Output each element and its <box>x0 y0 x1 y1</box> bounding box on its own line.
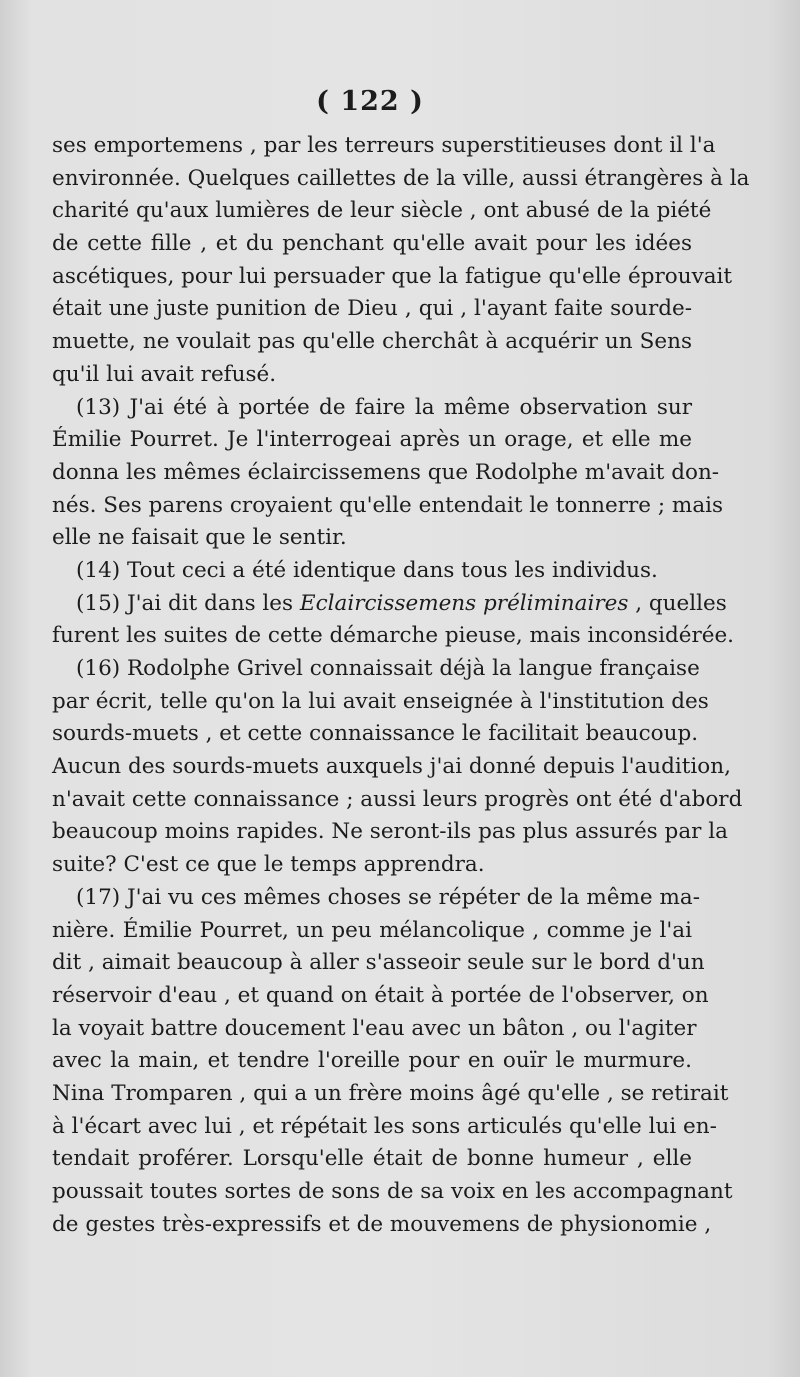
italic-title: Eclaircissemens préliminaires <box>299 590 629 616</box>
text-line: elle ne faisait que le sentir. <box>52 525 347 551</box>
text-line: furent les suites de cette démarche pieuse, mais inconsidérée. <box>52 623 735 649</box>
text-line: ses emportemens , par les terreurs superstitieuses dont il l'a <box>52 133 716 158</box>
text-line: par écrit, telle qu'on la lui avait enseignée à l'institution des <box>52 688 709 714</box>
text-line: donna les mêmes éclaircissemens que Rodolphe m'avait don- <box>52 459 720 485</box>
text-line <box>52 588 727 621</box>
text-line: environnée. Quelques caillettes de la ville, aussi étrangères à la <box>52 165 750 191</box>
text-line: n'avait cette connaissance ; aussi leurs progrès ont été d'abord <box>52 786 743 812</box>
text-line: (14) Tout ceci a été identique dans tous les individus. <box>76 557 658 583</box>
text-line: ascétiques, pour lui persuader que la fatigue qu'elle éprouvait <box>52 263 733 289</box>
text-line: poussait toutes sortes de sons de sa voix en les accompagnant <box>52 1179 733 1204</box>
text-line: avec la main, et tendre l'oreille pour en ouïr le murmure. <box>52 1048 692 1074</box>
text-line: charité qu'aux lumières de leur siècle , ont abusé de la piété <box>52 198 712 224</box>
text-line: sourds-muets , et cette connaissance le facilitait beaucoup. <box>52 721 699 747</box>
text-line: réservoir d'eau , et quand on était à portée de l'observer, on <box>52 982 709 1008</box>
text-line: était une juste punition de Dieu , qui , l'ayant faite sourde- <box>52 296 692 322</box>
text-line: (13) J'ai été à portée de faire la même observation sur <box>76 394 692 420</box>
text-line: la voyait battre doucement l'eau avec un bâton , ou l'agiter <box>52 1015 697 1041</box>
text-line: tendait proférer. Lorsqu'elle était de bonne humeur , elle <box>52 1146 692 1172</box>
body-text <box>52 130 750 1241</box>
text-line: Nina Tromparen , qui a un frère moins âgé qu'elle , se retirait <box>52 1080 729 1106</box>
text-line: muette, ne voulait pas qu'elle cherchât à acquérir un Sens <box>52 329 692 355</box>
page-number: ( 122 ) <box>316 86 424 117</box>
text-line: dit , aimait beaucoup à aller s'asseoir seule sur le bord d'un <box>52 950 705 976</box>
text-line: de cette fille , et du penchant qu'elle avait pour les idées <box>52 231 692 257</box>
text-line-part: (15) J'ai dit dans les <box>76 590 300 616</box>
text-line: de gestes très-expressifs et de mouvemens de physionomie , <box>52 1211 712 1237</box>
text-line: (17) J'ai vu ces mêmes choses se répéter de la même ma- <box>76 884 700 910</box>
text-line: Aucun des sourds-muets auxquels j'ai donné depuis l'audition, <box>52 754 731 780</box>
text-line: (16) Rodolphe Grivel connaissait déjà la langue française <box>76 656 700 681</box>
text-line: qu'il lui avait refusé. <box>52 361 277 387</box>
text-line-part: , quelles <box>628 590 727 616</box>
text-line: Émilie Pourret. Je l'interrogeai après un orage, et elle me <box>52 427 692 453</box>
text-line: à l'écart avec lui , et répétait les sons articulés qu'elle lui en- <box>52 1113 717 1139</box>
text-line: beaucoup moins rapides. Ne seront-ils pas plus assurés par la <box>52 819 728 845</box>
text-line: nière. Émilie Pourret, un peu mélancolique , comme je l'ai <box>52 917 692 943</box>
text-line: suite? C'est ce que le temps apprendra. <box>52 852 485 878</box>
text-line: nés. Ses parens croyaient qu'elle entendait le tonnerre ; mais <box>52 492 724 518</box>
